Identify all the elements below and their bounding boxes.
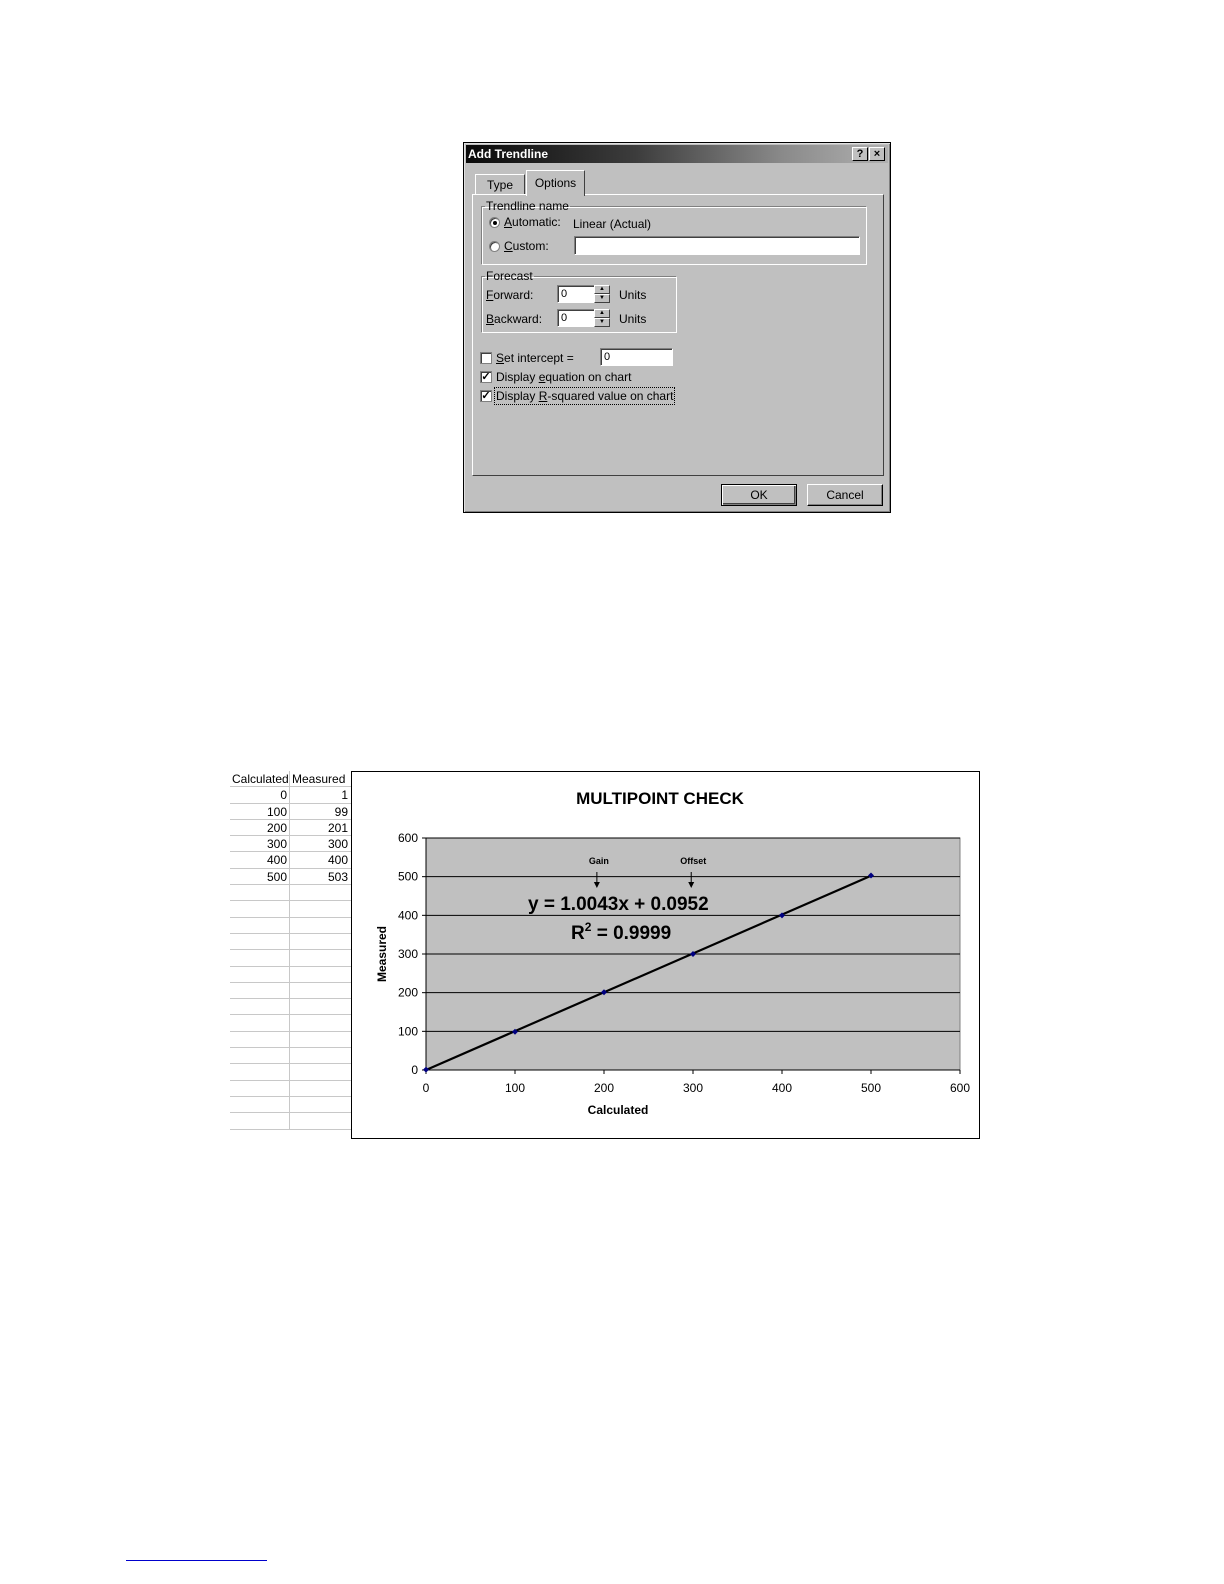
y-tick-label: 100 [397, 1024, 418, 1039]
backward-input[interactable]: 0 [557, 309, 595, 327]
footnote-rule [126, 1560, 267, 1561]
sheet-cell[interactable] [290, 967, 350, 982]
sheet-row [230, 1048, 354, 1064]
sheet-cell[interactable] [230, 950, 290, 965]
sheet-row [230, 901, 354, 917]
automatic-label[interactable]: Automatic: [504, 215, 561, 229]
sheet-cell[interactable]: 0 [230, 787, 290, 802]
sheet-cell[interactable]: 201 [327, 820, 348, 835]
tab-options[interactable]: Options [526, 170, 585, 196]
spreadsheet-data [230, 771, 354, 1130]
close-icon[interactable]: × [869, 147, 885, 161]
sheet-row [230, 983, 354, 999]
sheet-cell[interactable] [230, 885, 290, 900]
forward-units: Units [619, 288, 647, 302]
intercept-input[interactable]: 0 [600, 348, 673, 366]
y-tick-label: 300 [397, 947, 418, 961]
sheet-cell[interactable]: 99 [334, 804, 348, 819]
sheet-cell[interactable] [230, 967, 290, 982]
y-tick-label: 500 [397, 869, 418, 884]
sheet-cell[interactable] [290, 1064, 350, 1079]
x-tick-label: 200 [593, 1081, 615, 1095]
spin-down-icon[interactable]: ▼ [594, 294, 610, 303]
forward-label: Forward: [486, 288, 534, 302]
sheet-cell[interactable]: 500 [230, 869, 290, 884]
y-tick-label: 200 [397, 985, 418, 1000]
chart-title: MULTIPOINT CHECK [576, 789, 744, 808]
sheet-row [230, 836, 354, 852]
ok-button[interactable]: OK [721, 484, 797, 506]
cancel-button[interactable]: Cancel [807, 484, 883, 506]
sheet-cell[interactable]: 300 [327, 837, 348, 852]
x-tick-label: 100 [504, 1081, 526, 1095]
forward-input[interactable]: 0 [557, 285, 595, 303]
sheet-row [230, 999, 354, 1015]
backward-units: Units [619, 312, 647, 326]
sheet-cell[interactable] [230, 1064, 290, 1079]
y-tick-label: 400 [397, 908, 418, 923]
sheet-row [230, 1032, 354, 1048]
sheet-cell[interactable]: 503 [327, 869, 348, 884]
sheet-row [230, 967, 354, 983]
sheet-row [230, 934, 354, 950]
backward-spinner[interactable] [594, 309, 610, 327]
annotation-label: Offset [680, 856, 707, 866]
sheet-cell[interactable] [290, 1113, 350, 1128]
custom-label[interactable]: Custom: [504, 239, 549, 253]
sheet-cell[interactable] [230, 934, 290, 949]
spin-up-icon[interactable]: ▲ [594, 309, 610, 318]
set-intercept-label[interactable]: Set intercept = [496, 351, 574, 365]
sheet-cell[interactable] [230, 1032, 290, 1047]
sheet-cell[interactable]: 300 [230, 836, 290, 851]
sheet-cell[interactable] [290, 950, 350, 965]
dialog-titlebar[interactable] [466, 145, 888, 163]
trendline-equation: y = 1.0043x + 0.0952 [528, 894, 709, 915]
sheet-cell[interactable] [230, 999, 290, 1014]
dialog-title: Add Trendline [468, 147, 549, 161]
x-tick-label: 0 [422, 1081, 430, 1095]
sheet-cell[interactable] [230, 1097, 290, 1112]
display-equation-checkbox[interactable]: ✓ [481, 371, 491, 383]
sheet-cell[interactable] [230, 1048, 290, 1063]
add-trendline-dialog [463, 142, 891, 513]
sheet-row [230, 1015, 354, 1031]
automatic-radio[interactable] [489, 217, 500, 228]
sheet-cell[interactable] [290, 1032, 350, 1047]
sheet-cell[interactable] [290, 1097, 350, 1112]
display-rsquared-checkbox[interactable]: ✓ [481, 390, 491, 402]
sheet-cell[interactable] [230, 983, 290, 998]
x-tick-label: 500 [860, 1081, 882, 1095]
y-tick-label: 0 [411, 1063, 418, 1077]
sheet-cell[interactable] [230, 918, 290, 933]
x-axis-label: Calculated [587, 1103, 649, 1117]
spin-up-icon[interactable]: ▲ [594, 285, 610, 294]
custom-name-input[interactable] [574, 236, 860, 255]
sheet-cell[interactable]: 400 [230, 852, 290, 867]
x-tick-label: 400 [771, 1081, 793, 1095]
spin-down-icon[interactable]: ▼ [594, 318, 610, 327]
sheet-row [230, 787, 354, 803]
chart-area[interactable] [351, 771, 980, 1139]
y-tick-label: 600 [397, 831, 418, 845]
sheet-cell[interactable] [290, 885, 350, 900]
sheet-row [230, 869, 354, 885]
sheet-cell[interactable]: 1 [341, 788, 348, 803]
sheet-cell[interactable]: 100 [230, 804, 290, 819]
sheet-cell[interactable] [290, 934, 350, 949]
annotation-label: Gain [588, 856, 609, 866]
trendline-name-group [481, 199, 867, 265]
sheet-cell[interactable]: Measured [292, 772, 346, 786]
sheet-cell[interactable] [230, 901, 290, 916]
r-squared-value: $R^2 = 0.9999$ [571, 920, 672, 944]
custom-radio[interactable] [489, 241, 500, 252]
sheet-cell[interactable] [230, 1015, 290, 1030]
x-tick-label: 300 [682, 1081, 704, 1095]
sheet-row [230, 1064, 354, 1080]
display-rsquared-label[interactable]: Display R-squared value on chart [496, 389, 674, 403]
multipoint-check-chart [352, 772, 979, 1138]
automatic-value: Linear (Actual) [573, 217, 652, 231]
sheet-cell[interactable] [230, 1113, 290, 1128]
help-icon[interactable]: ? [852, 147, 868, 161]
sheet-row [230, 804, 354, 820]
y-axis-label: Measured [375, 925, 389, 983]
x-tick-label: 600 [949, 1081, 971, 1095]
sheet-cell[interactable] [290, 1048, 350, 1063]
sheet-header-row [230, 771, 354, 787]
sheet-row [230, 950, 354, 966]
sheet-row [230, 918, 354, 934]
sheet-row [230, 885, 354, 901]
backward-label: Backward: [486, 312, 543, 326]
tab-type[interactable]: Type [475, 174, 525, 196]
sheet-row [230, 1081, 354, 1097]
sheet-cell[interactable] [290, 983, 350, 998]
sheet-cell[interactable]: 200 [230, 820, 290, 835]
sheet-cell[interactable] [290, 901, 350, 916]
trendline-name-legend: Trendline name [486, 199, 569, 213]
sheet-cell[interactable]: 400 [327, 853, 348, 868]
sheet-row [230, 852, 354, 868]
options-panel [472, 194, 884, 476]
forward-spinner[interactable] [594, 285, 610, 303]
sheet-cell[interactable] [290, 999, 350, 1014]
sheet-row [230, 1097, 354, 1113]
display-equation-label[interactable]: Display equation on chart [496, 370, 632, 384]
sheet-cell[interactable] [290, 1081, 350, 1096]
forecast-legend: Forecast [486, 269, 533, 283]
sheet-row [230, 820, 354, 836]
sheet-row [230, 1113, 354, 1129]
sheet-cell[interactable]: Calculated [232, 772, 289, 786]
sheet-cell[interactable] [290, 918, 350, 933]
sheet-cell[interactable] [230, 1081, 290, 1096]
sheet-cell[interactable] [290, 1015, 350, 1030]
set-intercept-checkbox[interactable] [480, 352, 492, 364]
